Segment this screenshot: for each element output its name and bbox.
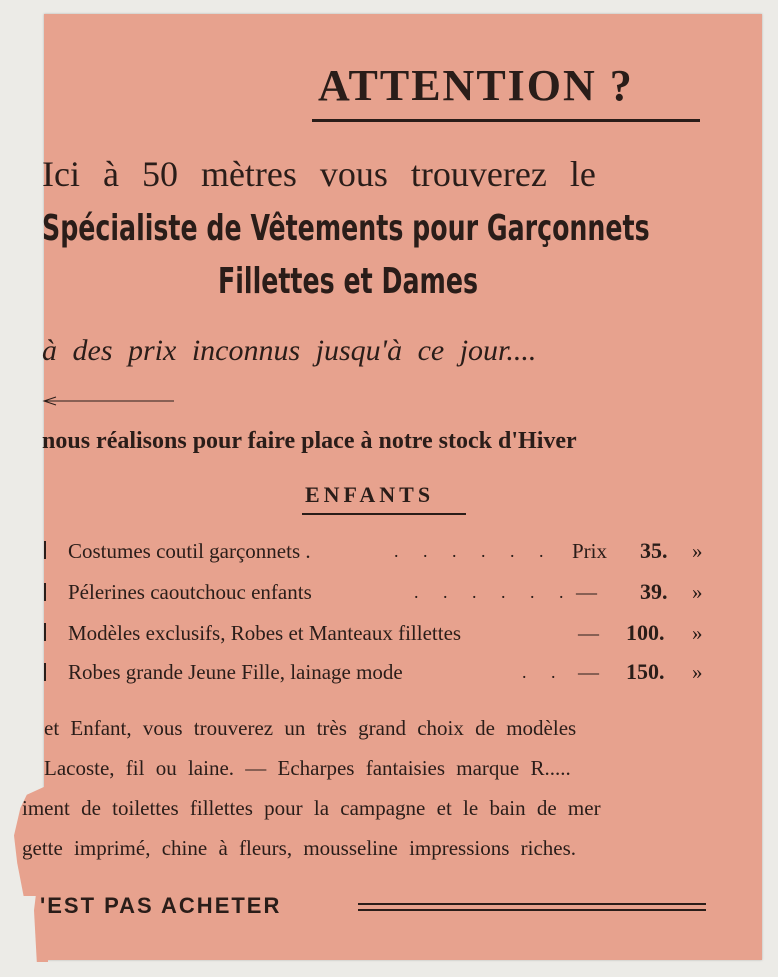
specialist-headline: Spécialiste de Vêtements pour Garçonnets <box>42 208 650 249</box>
footer-double-rule <box>358 903 706 905</box>
item-label: Modèles exclusifs, Robes et Manteaux fillettes <box>68 621 462 645</box>
item-price-prefix: Prix <box>572 539 608 563</box>
item-price: 150. <box>626 659 665 684</box>
section-title: ENFANTS <box>305 482 435 507</box>
margin-mark <box>44 623 46 641</box>
item-label: Robes grande Jeune Fille, lainage mode <box>68 660 403 684</box>
item-price-prefix: — <box>578 621 599 645</box>
item-price-prefix: — <box>578 660 599 684</box>
margin-mark <box>44 541 46 559</box>
title-underline <box>312 119 700 122</box>
item-label: Pélerines caoutchouc enfants <box>68 580 312 604</box>
flyer-title: ATTENTION ? <box>318 61 634 110</box>
paragraph-line: gette imprimé, chine à fleurs, mousseline impressions riches. <box>22 836 577 860</box>
paragraph-line: et Enfant, vous trouverez un très grand choix de modèles <box>44 716 577 740</box>
item-price: 39. <box>640 579 668 604</box>
footer-double-rule <box>358 909 706 911</box>
footer-slogan: 'EST PAS ACHETER <box>40 893 282 918</box>
item-price-suffix: » <box>692 621 703 645</box>
paragraph-line: Lacoste, fil ou laine. — Echarpes fantaisies marque R..... <box>44 756 571 780</box>
item-leader-dots: . . . . . . <box>394 541 554 561</box>
margin-mark <box>44 583 46 601</box>
specialist-subheadline: Fillettes et Dames <box>218 261 479 302</box>
section-underline <box>302 513 466 515</box>
item-label: Costumes coutil garçonnets . <box>68 539 311 563</box>
margin-mark <box>44 663 46 681</box>
item-leader-dots: . . <box>522 662 566 682</box>
paragraph-line: iment de toilettes fillettes pour la campagne et le bain de mer <box>22 796 601 820</box>
price-slogan: à des prix inconnus jusqu'à ce jour.... <box>42 334 537 367</box>
item-price-suffix: » <box>692 660 703 684</box>
item-price-prefix: — <box>576 580 597 604</box>
item-price: 100. <box>626 620 665 645</box>
stock-clearance-line: nous réalisons pour faire place à notre stock d'Hiver <box>42 428 577 454</box>
arrow-left-icon <box>42 396 174 406</box>
item-price-suffix: » <box>692 580 703 604</box>
item-leader-dots: . . . . . . <box>414 582 574 602</box>
item-price-suffix: » <box>692 539 703 563</box>
item-price: 35. <box>640 538 668 563</box>
intro-line: Ici à 50 mètres vous trouverez le <box>42 154 596 194</box>
